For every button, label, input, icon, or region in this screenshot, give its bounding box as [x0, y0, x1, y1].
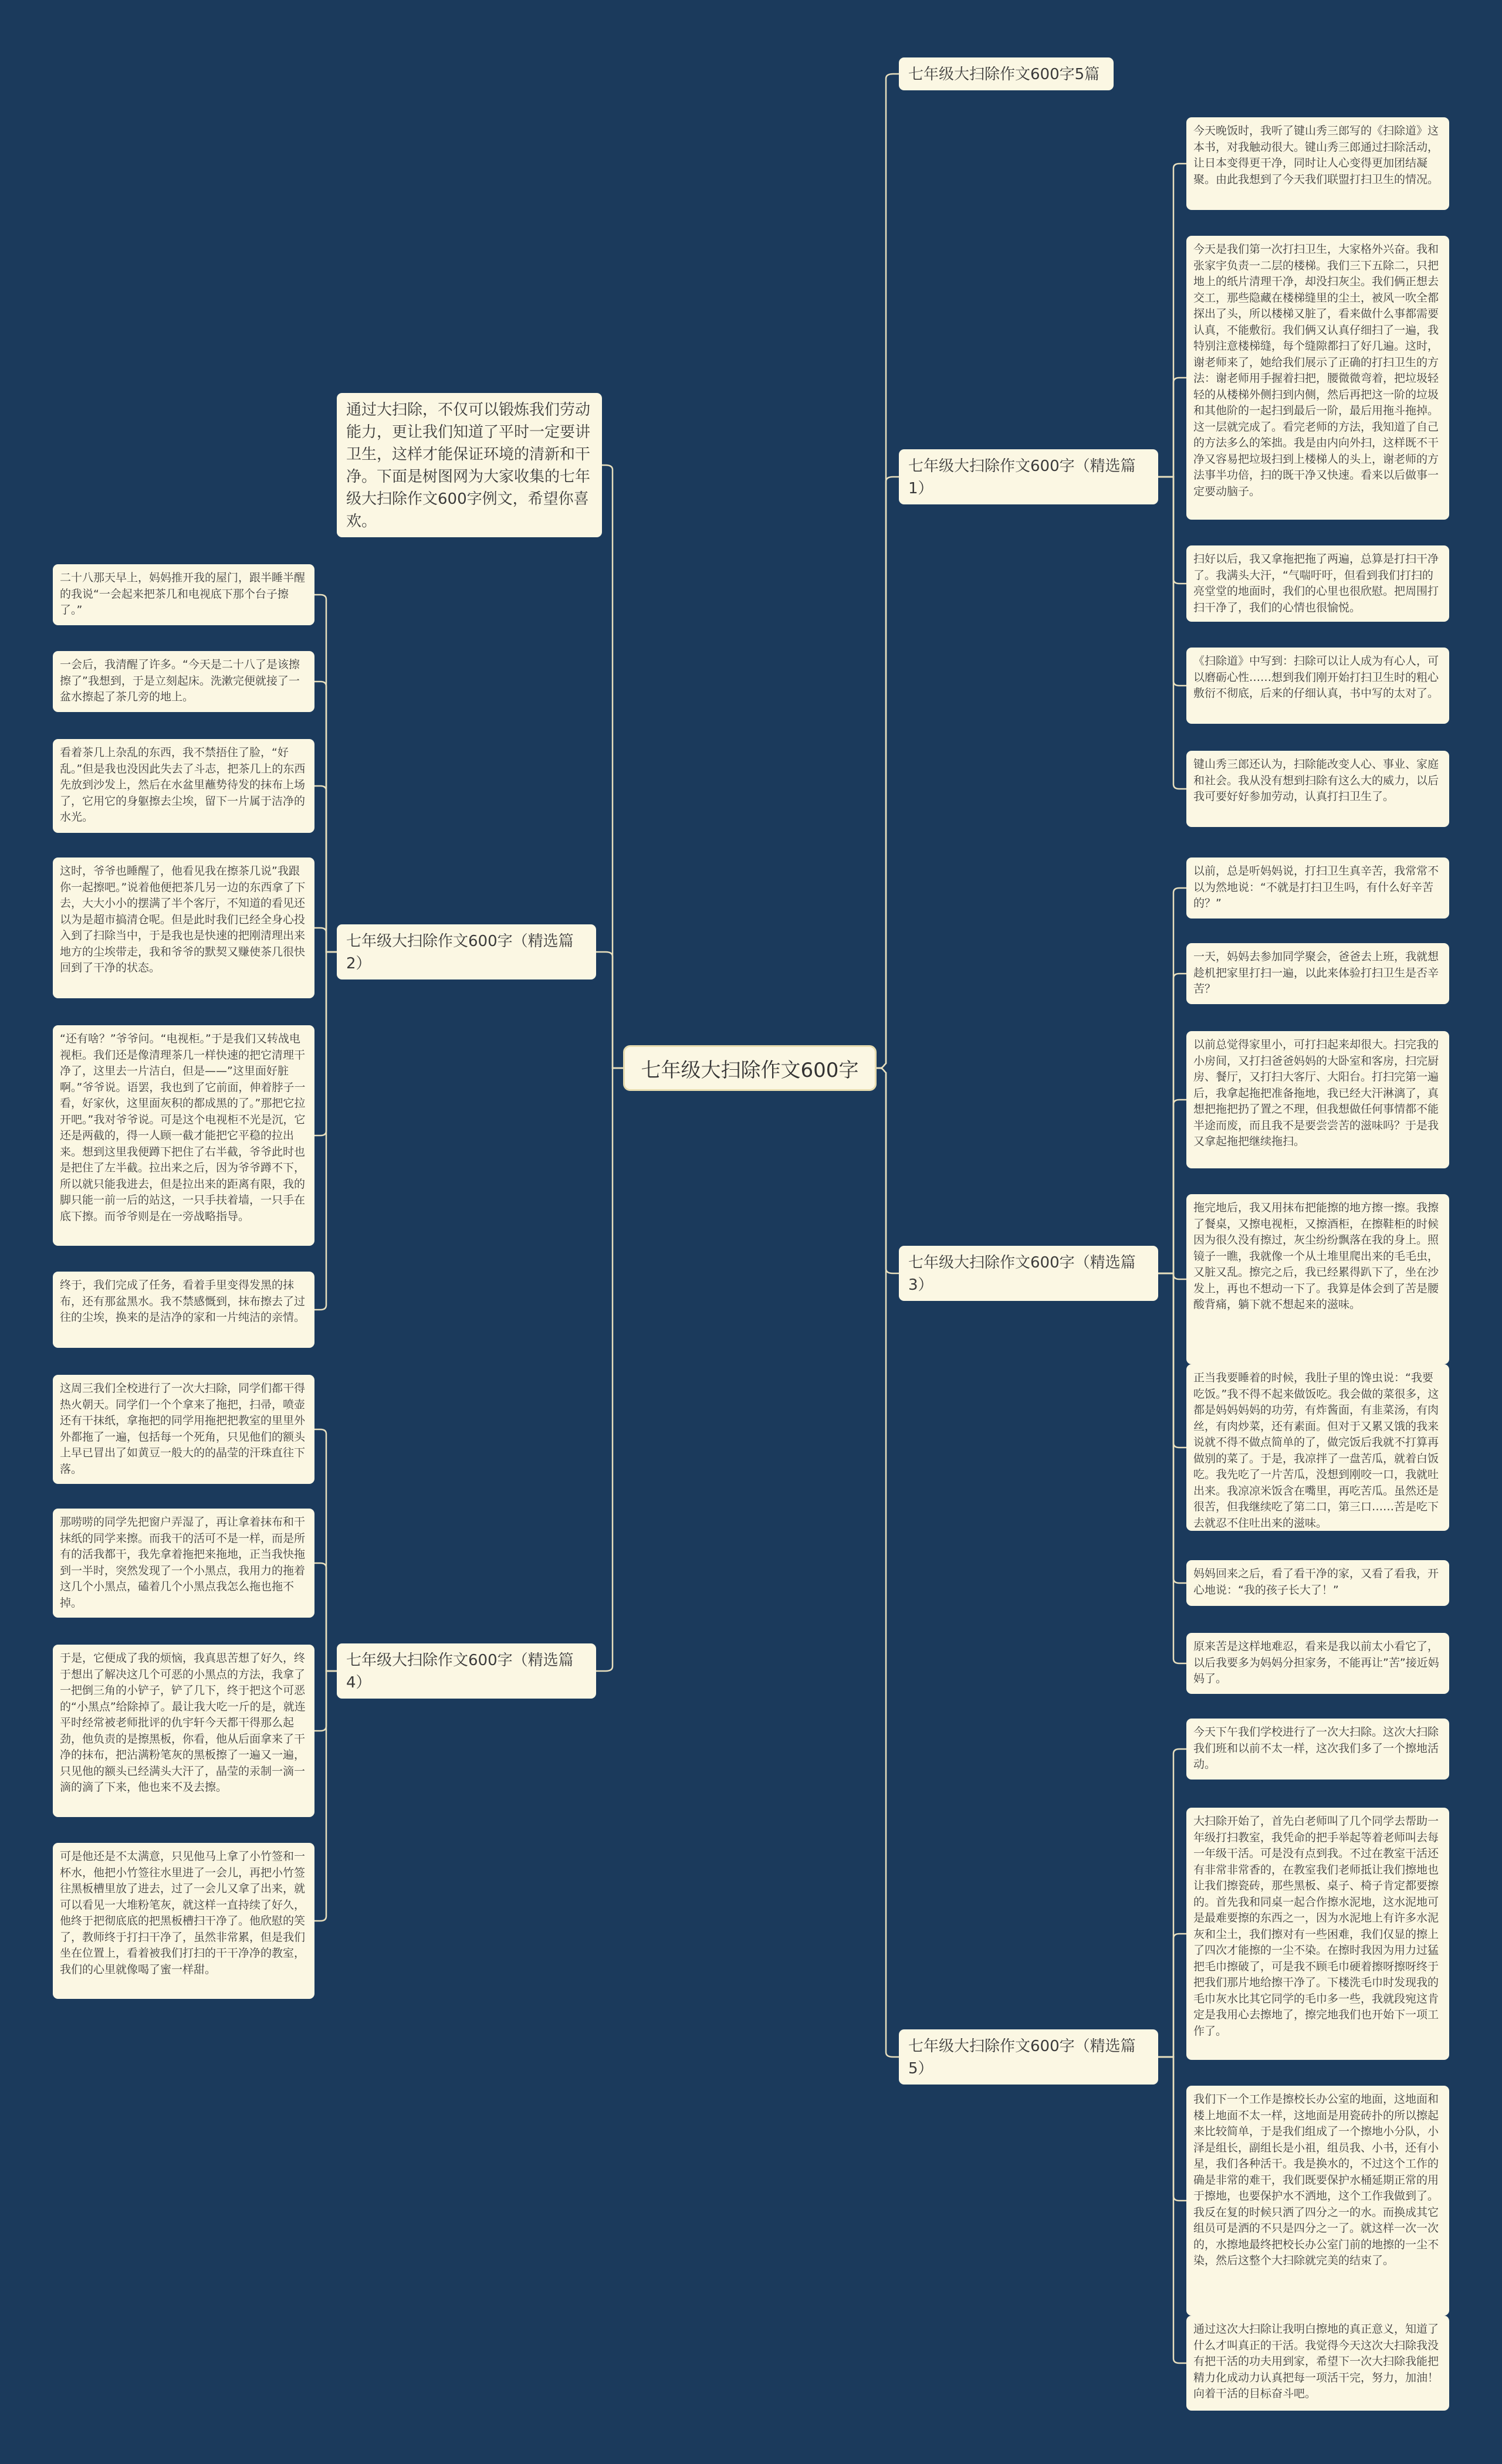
essay-5-paragraph: 今天下午我们学校进行了一次大扫除。这次大扫除我们班和以前不太一样，这次我们多了一个擦地活动。	[1186, 1719, 1449, 1780]
root-topic[interactable]	[623, 1045, 877, 1091]
connector-line	[314, 786, 337, 952]
branch-5-essays[interactable]: 七年级大扫除作文600字5篇	[899, 57, 1114, 90]
connector-line	[1158, 888, 1186, 1273]
connector-line	[1158, 1273, 1186, 1583]
connector-line	[877, 74, 899, 1068]
connector-line	[1158, 1934, 1186, 2057]
essay-3-paragraph: 一天，妈妈去参加同学聚会，爸爸去上班，我就想趁机把家里打扫一遍，以此来体验打扫卫生是否辛苦？	[1186, 943, 1449, 1004]
essay-1-paragraph: 今天是我们第一次打扫卫生，大家格外兴奋。我和张家宇负责一二层的楼梯。我们三下五除二，只把地上的纸片清理干净，却没扫灰尘。我们俩正想去交工，那些隐藏在楼梯缝里的尘土，被风一吹全都探出了头，所以楼梯又脏了，看来做什么事都需要认真，不能敷衍。我们俩又认真仔细扫了一遍，我特别注意楼梯缝，每个缝隙都扫了好几遍。这时，谢老师来了，她给我们展示了正确的打扫卫生的方法：谢老师用手握着扫把，腰微微弯着，把垃圾轻轻的从楼梯外侧扫到内侧，然后再把这一阶的垃圾和其他阶的一起扫到最后一阶，最后用拖斗拖掉。这一层就完成了。看完老师的方法，我知道了自己的方法多么的笨拙。我是由内向外扫，这样既不干净又容易把垃圾扫到上楼梯人的头上，谢老师的方法事半功倍，扫的既干净又快速。看来以后做事一定要动脑子。	[1186, 236, 1449, 520]
connector-line	[1158, 1273, 1186, 1279]
essay-1-paragraph: 键山秀三郎还认为，扫除能改变人心、事业、家庭和社会。我从没有想到扫除有这么大的威力，以后我可要好好参加劳动，认真打扫卫生了。	[1186, 751, 1449, 827]
branch-essay-4[interactable]: 七年级大扫除作文600字（精选篇4）	[337, 1643, 596, 1699]
connector-line	[1158, 164, 1186, 477]
essay-2-paragraph: 看着茶几上杂乱的东西，我不禁捂住了脸，“好乱。”但是我也没因此失去了斗志，把茶几上的东西先放到沙发上，然后在水盆里蘸势待发的抹布上场了，它用它的身躯擦去尘埃，留下一片属于洁净的水光。	[53, 739, 314, 833]
essay-4-paragraph: 那唠唠的同学先把窗户弄湿了，再让拿着抹布和干抹纸的同学来擦。而我干的活可不是一样，而是所有的活我都干，我先拿着拖把来拖地，正当我快拖到一半时，突然发现了一个小黑点，我用力的拖着这几个小黑点，磕着几个小黑点我怎么拖也拖不掉。	[53, 1509, 314, 1618]
connector-line	[1158, 378, 1186, 477]
essay-3-paragraph: 以前，总是听妈妈说，打扫卫生真辛苦，我常常不以为然地说：“不就是打扫卫生吗，有什么好辛苦的？”	[1186, 858, 1449, 919]
intro-node[interactable]: 通过大扫除，不仅可以锻炼我们劳动能力，更让我们知道了平时一定要讲卫生，这样才能保证环境的清新和干净。下面是树图网为大家收集的七年级大扫除作文600字例文，希望你喜欢。	[337, 393, 602, 537]
essay-1-paragraph: 扫好以后，我又拿拖把拖了两遍，总算是打扫干净了。我满头大汗，“气喘吁吁，但看到我们打扫的亮堂堂的地面时，我们的心里也很欣慰。把周围打扫干净了，我们的心情也很愉悦。	[1186, 545, 1449, 622]
essay-3-paragraph: 妈妈回来之后，看了看干净的家，又看了看我，开心地说：“我的孩子长大了！”	[1186, 1560, 1449, 1606]
essay-3-paragraph: 原来苦是这样地难忍，看来是我以前太小看它了，以后我要多为妈妈分担家务，不能再让”苦”接近妈妈了。	[1186, 1633, 1449, 1694]
essay-4-paragraph: 可是他还是不太满意，只见他马上拿了小竹签和一杯水，他把小竹签往水里进了一会儿，再把小竹签往黑板槽里放了进去，过了一会儿又拿了出来，就可以看见一大堆粉笔灰，就这样一直持续了好久，他终于把彻底底的把黑板槽扫干净了。他欣慰的笑了，教师终于打扫干净了，虽然非常累，但是我们坐在位置上，看着被我们打扫的干干净净的教室，我们的心里就像喝了蜜一样甜。	[53, 1843, 314, 1999]
essay-3-paragraph: 正当我要睡着的时候，我肚子里的馋虫说：“我要吃饭。”我不得不起来做饭吃。我会做的菜很多，这都是妈妈妈妈的功劳，有炸酱面，有韭菜汤，有肉丝，有肉炒菜，还有素面。但对于又累又饿的我来说就不得不做点简单的了，做完饭后我就不打算再做别的菜了。于是，我凉拌了一盘苦瓜，就着白饭吃。我先吃了一片苦瓜，没想到刚咬一口，我就吐出来。我凉凉米饭含在嘴里，再吃苦瓜。虽然还是很苦，但我继续吃了第二口，第三口……苦是吃下去就忍不住吐出来的滋味。	[1186, 1364, 1449, 1531]
essay-3-paragraph: 以前总觉得家里小，可打扫起来却很大。扫完我的小房间，又打扫爸爸妈妈的大卧室和客房，扫完厨房、餐厅，又打扫大客厅、大阳台。打扫完第一遍后，我拿起拖把准备拖地，我已经大汗淋漓了，真想把拖把扔了置之不理，但我想做任何事情都不能半途而废，而且我不是要尝尝苦的滋味吗？于是我又拿起拖把继续拖扫。	[1186, 1031, 1449, 1168]
branch-essay-5[interactable]: 七年级大扫除作文600字（精选篇5）	[899, 2029, 1158, 2085]
essay-4-paragraph: 这周三我们全校进行了一次大扫除，同学们都干得热火朝天。同学们一个个拿来了拖把，扫帚，喷壶还有干抹纸，拿拖把的同学用拖把把教室的里里外外都拖了一遍，包括每一个死角，只见他们的额头上早已冒出了如黄豆一般大的的晶莹的汗珠直往下落。	[53, 1375, 314, 1484]
branch-essay-2[interactable]: 七年级大扫除作文600字（精选篇2）	[337, 924, 596, 980]
connector-line	[314, 1563, 337, 1671]
connector-line	[314, 952, 337, 1310]
connector-line	[1158, 2057, 1186, 2201]
connector-line	[1158, 477, 1186, 584]
connector-line	[1158, 477, 1186, 686]
connector-line	[596, 952, 623, 1068]
essay-2-paragraph: “还有啥？”爷爷问。“电视柜。”于是我们又转战电视柜。我们还是像清理茶几一样快速的把它清理干净了，这里去一片洁白，但是——”这里面好脏啊。”爷爷说。语罢，我也到了它前面，伸着脖子一看，好家伙，这里面灰积的都成黑的了。”那把它拉开吧。”我对爷爷说。可是这个电视柜不光是沉，它还是两截的，得一人顾一截才能把它平稳的拉出来。想到这里我便蹲下把住了右半截，爷爷此时也是把住了左半截。拉出来之后，因为爷爷蹲不下，所以就只能我进去，但是拉出来的距离有限，我的脚只能一前一后的站这，一只手扶着墙，一只手在底下擦。而爷爷则是在一旁战略指导。	[53, 1025, 314, 1246]
connector-line	[877, 1068, 899, 1273]
root-title: 七年级大扫除作文600字	[641, 1058, 859, 1082]
connector-line	[1158, 477, 1186, 789]
essay-1-paragraph: 今天晚饭时，我听了键山秀三郎写的《扫除道》这本书，对我触动很大。键山秀三郎通过扫除活动，让日本变得更干净，同时让人心变得更加团结凝聚。由此我想到了今天我们联盟打扫卫生的情况。	[1186, 117, 1449, 210]
essay-5-paragraph: 通过这次大扫除让我明白擦地的真正意义，知道了什么才叫真正的干活。我觉得今天这次大扫除我没有把干活的功夫用到家，希望下一次大扫除我能把精力化成动力认真把每一项活干完，努力，加油！向着干活的目标奋斗吧。	[1186, 2316, 1449, 2411]
connector-line	[877, 1068, 899, 2057]
connector-line	[596, 1068, 623, 1671]
connector-line	[314, 1671, 337, 1921]
essay-2-paragraph: 终于，我们完成了任务，看着手里变得发黑的抹布，还有那盆黑水。我不禁感慨到，抹布擦去了过往的尘埃，换来的是洁净的家和一片纯洁的亲情。	[53, 1272, 314, 1348]
connector-line	[1158, 1749, 1186, 2057]
essay-3-paragraph: 拖完地后，我又用抹布把能擦的地方擦一擦。我擦了餐桌，又擦电视柜，又擦酒柜，在擦鞋柜的时候因为很久没有擦过，灰尘纷纷飘落在我的身上。照镜子一瞧，我就像一个从土堆里爬出来的毛毛虫，又脏又乱。擦完之后，我已经累得趴下了，坐在沙发上，再也不想动一下了。我算是体会到了苦是腰酸背痛，躺下就不想起来的滋味。	[1186, 1194, 1449, 1364]
essay-2-paragraph: 这时，爷爷也睡醒了，他看见我在擦茶几说”我跟你一起擦吧。”说着他便把茶几另一边的东西拿了下去，大大小小的摆满了半个客厅，不知道的看见还以为是超市搞清仓呢。但是此时我们已经全身心投入到了扫除当中，于是我也是快速的把刚清理出来地方的尘埃带走，我和爷爷的默契又赚使茶几很快回到了干净的状态。	[53, 858, 314, 998]
essay-4-paragraph: 于是，它便成了我的烦恼，我真思苦想了好久，终于想出了解决这几个可恶的小黑点的方法，我拿了一把倒三角的小铲子，铲了几下，终于把这个可恶的“小黑点”给除掉了。最让我大吃一斤的是，就连平时经常被老师批评的仇宇轩今天都干得那么起劲，他负责的是擦黑板，你看，他从后面拿来了干净的抹布，把沾满粉笔灰的黑板擦了一遍又一遍，只见他的额头已经满头大汗了，晶莹的汞制一滴一滴的滴了下来，他也来不及去擦。	[53, 1645, 314, 1817]
connector-line	[1158, 1273, 1186, 1448]
essay-5-paragraph: 我们下一个工作是擦校长办公室的地面，这地面和楼上地面不太一样，这地面是用瓷砖扑的所以擦起来比较简单，于是我们组成了一个擦地小分队，小泽是组长，副组长是小祖，组员我、小书，还有小星，我们各种活干。我是换水的，不过这个工作的确是非常的难干，我们既要保护水桶延期正常的用于擦地，也要保护水不洒地，这个工作我做到了。我反在复的时候只洒了四分之一的水。而换成其它组员可是洒的不只是四分之一了。就这样一次一次的，水擦地最终把校长办公室门前的地擦的一尘不染，然后这整个大扫除就完美的结束了。	[1186, 2086, 1449, 2316]
connector-line	[877, 477, 899, 1068]
branch-essay-3[interactable]: 七年级大扫除作文600字（精选篇3）	[899, 1246, 1158, 1301]
essay-5-paragraph: 大扫除开始了，首先白老师叫了几个同学去帮助一年级打扫教室，我凭命的把手举起等着老师叫去每一年级干活。可是没有点到我。不过在教室干活还有非常非常香的，在教室我们老师抵让我们擦地也让我们擦瓷砖，那些黑板、桌子、椅子肯定都要擦的。首先我和同桌一起合作擦水泥地，这水泥地可是最难要擦的东西之一，因为水泥地上有许多水泥灰和尘土，我们擦对有一些困难，我们仅显的擦上了四次才能擦的一尘不染。在擦时我因为用力过猛把毛巾擦破了，可是我不顾毛巾硬着擦呀擦呀终于把我们那片地给擦干净了。下楼洗毛巾时发现我的毛巾灰水比其它同学的毛巾多一些，我就段宛这肯定是我用心去擦地了，擦完地我们也开始下一项工作了。	[1186, 1808, 1449, 2060]
connector-line	[1158, 2057, 1186, 2363]
essay-2-paragraph: 一会后，我清醒了许多。“今天是二十八了是该擦擦了”我想到，于是立刻起床。洗漱完便就接了一盆水擦起了茶几旁的地上。	[53, 651, 314, 712]
essay-2-paragraph: 二十八那天早上，妈妈推开我的屋门，跟半睡半醒的我说“一会起来把茶几和电视底下那个台子擦了。”	[53, 564, 314, 625]
connector-line	[1158, 1100, 1186, 1273]
connector-line	[314, 928, 337, 952]
essay-1-paragraph: 《扫除道》中写到：扫除可以让人成为有心人，可以磨砺心性……想到我们刚开始打扫卫生时的粗心敷衍不彻底，后来的仔细认真，书中写的太对了。	[1186, 648, 1449, 724]
connector-line	[1158, 974, 1186, 1273]
branch-essay-1[interactable]: 七年级大扫除作文600字（精选篇1）	[899, 449, 1158, 504]
connector-line	[1158, 1273, 1186, 1663]
